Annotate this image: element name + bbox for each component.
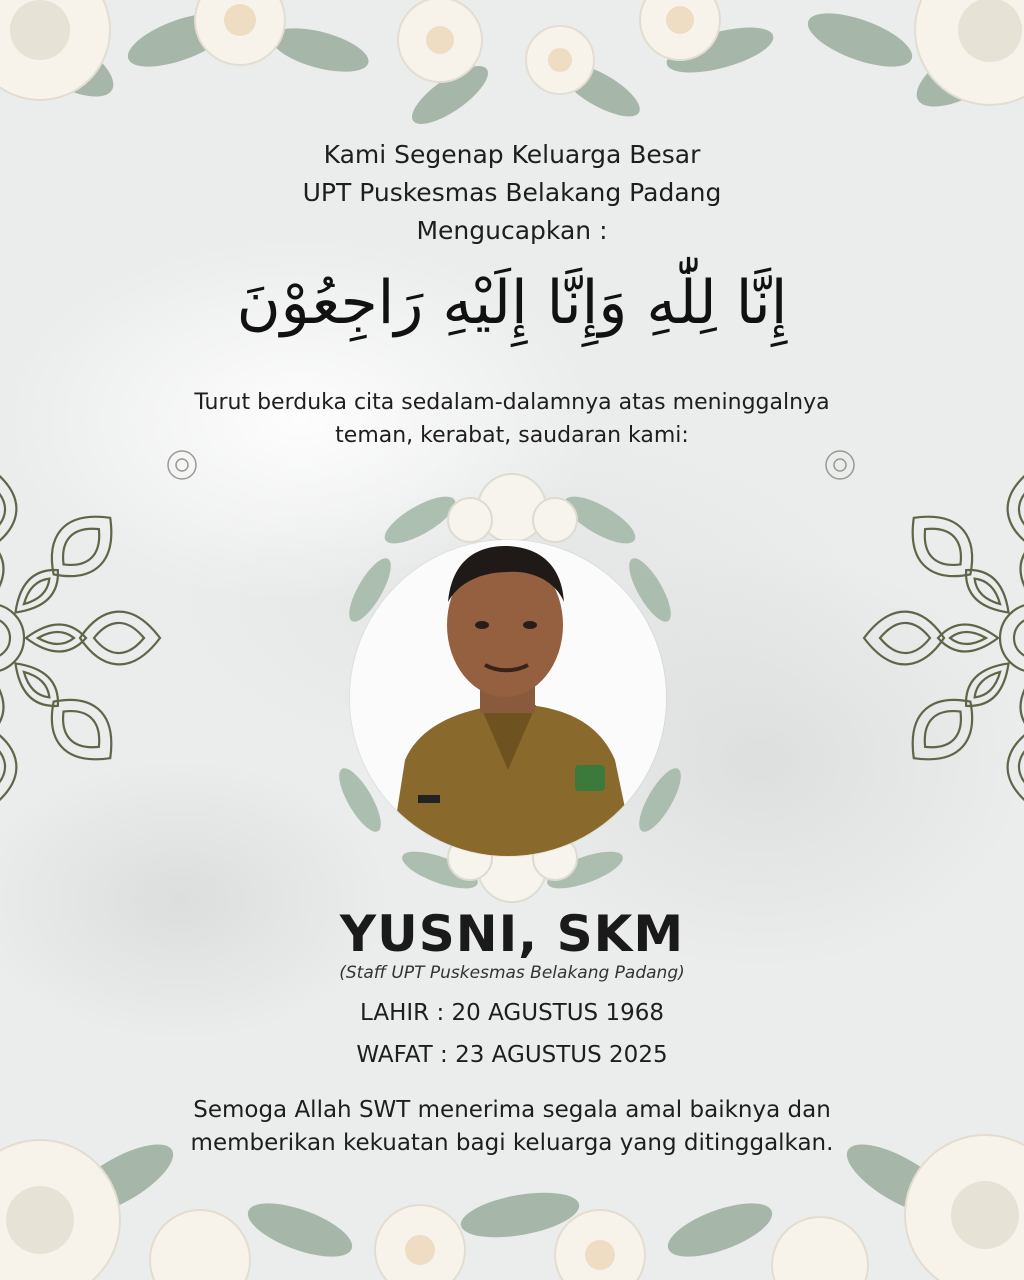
greeting-line-1: Kami Segenap Keluarga Besar <box>323 140 701 169</box>
condolence-line-1: Turut berduka cita sedalam-dalamnya atas meninggalnya <box>194 390 830 415</box>
prayer-line-1: Semoga Allah SWT menerima segala amal baiknya dan <box>193 1097 831 1123</box>
deceased-portrait <box>350 540 666 856</box>
deceased-role: (Staff UPT Puskesmas Belakang Padang) <box>339 963 685 983</box>
greeting-line-2: UPT Puskesmas Belakang Padang <box>302 178 722 207</box>
condolence-line-2: teman, kerabat, saudaran kami: <box>335 423 689 448</box>
prayer-line-2: memberikan kekuatan bagi keluarga yang ditinggalkan. <box>190 1130 834 1156</box>
death-date: WAFAT : 23 AGUSTUS 2025 <box>356 1042 668 1068</box>
birth-date: LAHIR : 20 AGUSTUS 1968 <box>360 1000 664 1026</box>
greeting-line-3: Mengucapkan : <box>416 216 608 245</box>
deceased-name: YUSNI, SKM <box>339 905 685 963</box>
istirja-calligraphy: إِنَّا لِلّٰهِ وَإِنَّا إِلَيْهِ رَاجِعُوْنَ <box>236 268 788 338</box>
